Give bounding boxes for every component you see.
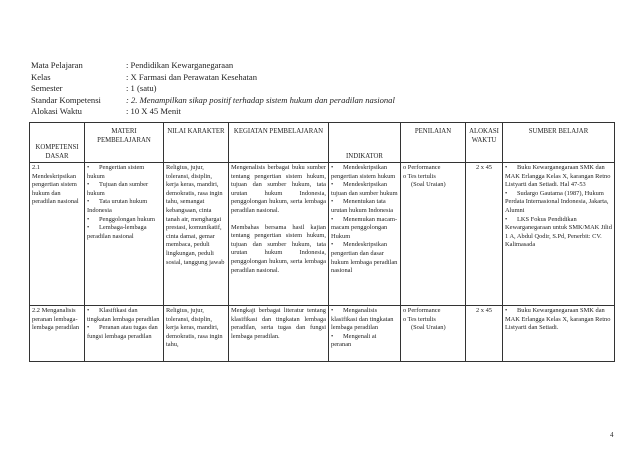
cell-alokasi: 2 x 45 — [466, 306, 503, 362]
cell-nilai: Religius, jujur, toleransi, disiplin, kerja keras, mandiri, demokratis, rasa ingin tahu, — [164, 306, 229, 362]
info-label: Mata Pelajaran — [31, 60, 83, 70]
kegiatan-paragraph: Mengenalisis berbagai buku sumber tentang pengertian sistem hukum, tujuan dan sumber hukum, tata urutan hukum Indonesia, penggolongan hukum, serta lembaga peradilan nasional. — [231, 164, 326, 214]
info-row-class — [31, 72, 395, 84]
cell-materi — [85, 306, 164, 362]
course-info — [31, 60, 395, 118]
list-item: • Klasifikasi dan tingkatan lembaga peradilan — [87, 307, 160, 323]
page-number: 4 — [610, 431, 614, 439]
cell-alokasi: 2 x 45 — [466, 163, 503, 306]
cell-sumber — [503, 306, 615, 362]
info-label: Standar Kompetensi — [31, 94, 101, 105]
list-item: • Buku Kewarganegaraan SMK dan MAK Erlangga Kelas X, karangan Retno Listyarti dan Setiadi. Hal 47-53 — [505, 164, 611, 189]
cell-kegiatan — [229, 163, 329, 306]
info-row-standard — [31, 95, 395, 107]
table-header-row — [30, 123, 615, 163]
header-kegiatan: KEGIATAN PEMBELAJARAN — [229, 123, 329, 163]
list-item: • Sudargo Gautama (1987), Hukum Perdata Internasional Indonesia, Jakarta, Alumni — [505, 189, 609, 214]
cell-kd: 2.1 Mendeskripsikan pengertian sistem hukum dan peradilan nasional — [30, 163, 85, 306]
list-item: • Pengertian sistem hukum — [87, 164, 145, 180]
cell-kd: 2.2 Menganalisis peranan lembaga-lembaga peradilan — [30, 306, 85, 362]
list-item: • Mendeskripsikan pengertian dan dasar hukum lembaga peradilan nasional — [331, 241, 398, 275]
header-penilaian: PENILAIAN — [401, 123, 466, 163]
list-item: • Lembaga-lembaga peradilan nasional — [87, 224, 147, 240]
cell-indikator — [329, 163, 401, 306]
cell-indikator — [329, 306, 401, 362]
list-item: • Buku Kewarganegaraan SMK dan MAK Erlangga Kelas X, karangan Retno Listyarti dan Setiadi. — [505, 307, 611, 332]
kegiatan-paragraph: Mengkaji berbagai literatur tentang klasifikasi dan tingkatan lembaga peradilan, serta tugas dan fungsi lembaga peradilan. — [231, 307, 326, 340]
list-item: • LKS Fokus Pendidikan Kewarganegaraan untuk SMK/MAK Jilid 1 A, Abdul Qodir, S.Pd, Penerbit: CV. Kalimasada — [505, 215, 612, 249]
info-label: Kelas — [31, 71, 51, 82]
list-item: • Menentukan tata urutan hukum Indonesia — [331, 198, 394, 214]
list-item: • Menganalisis klasifikasi dan tingkatan lembaga peradilan — [331, 307, 394, 332]
cell-nilai: Religius, jujur, toleransi, disiplin, kerja keras, mandiri, demokratis, rasa ingin tahu, semangat kebangsaan, cinta tanah air, menghargai prestasi, komunikatif, cinta damai, gemar membaca, peduli lingkungan, peduli sosial, tanggung jawab — [164, 163, 229, 306]
list-item: • Mengenali ai peranan — [331, 332, 377, 349]
list-item: • Mendeskripsikan pengertian sistem hukum — [331, 164, 396, 180]
info-row-semester — [31, 83, 395, 95]
header-materi: MATERI PEMBELAJARAN — [85, 123, 164, 163]
list-item: • Menemukan macam-macam penggolongan Hukum — [331, 215, 398, 240]
header-indikator: INDIKATOR — [329, 123, 401, 163]
list-item: • Peranan atau tugas dan fungsi lembaga peradilan — [87, 324, 158, 340]
cell-kegiatan — [229, 306, 329, 362]
header-sumber: SUMBER BELAJAR — [503, 123, 615, 163]
list-item: • Penggolongan hukum — [87, 215, 155, 223]
info-row-subject — [31, 60, 395, 72]
info-value: : Pendidikan Kewarganegaraan — [126, 60, 234, 70]
syllabus-table — [29, 122, 615, 362]
info-value: : 10 X 45 Menit — [126, 106, 181, 117]
info-row-time — [31, 106, 395, 118]
header-nilai: NILAI KARAKTER — [164, 123, 229, 163]
cell-materi — [85, 163, 164, 306]
cell-penilaian: o Performance o Tes tertulis (Soal Uraian) — [401, 306, 466, 362]
table-row — [30, 163, 615, 306]
info-value: : 2. Menampilkan sikap positif terhadap sistem hukum dan peradilan nasional — [126, 94, 395, 105]
cell-penilaian: o Performance o Tes tertulis (Soal Uraian) — [401, 163, 466, 306]
list-item: • Tata urutan hukum Indonesia — [87, 198, 148, 214]
info-label: Semester — [31, 83, 63, 94]
info-value: : X Farmasi dan Perawatan Kesehatan — [126, 71, 258, 82]
list-item: • Mendeskripsikan tujuan dan sumber hukum — [331, 181, 398, 197]
cell-sumber — [503, 163, 615, 306]
info-label: Alokasi Waktu — [31, 106, 82, 117]
kegiatan-paragraph: Membahas bersama hasil kajian tentang pengertian sistem hukum, tujuan dan sumber hukum, tata urutan hukum Indonesia, penggolongan hukum, serta lembaga peradilan nasional. — [231, 223, 326, 274]
header-alokasi: ALOKASI WAKTU — [466, 123, 503, 163]
info-value: : 1 (satu) — [126, 83, 157, 94]
list-item: • Tujuan dan sumber hukum — [87, 181, 149, 197]
header-kd: KOMPETENSI DASAR — [30, 123, 85, 163]
table-row — [30, 306, 615, 362]
